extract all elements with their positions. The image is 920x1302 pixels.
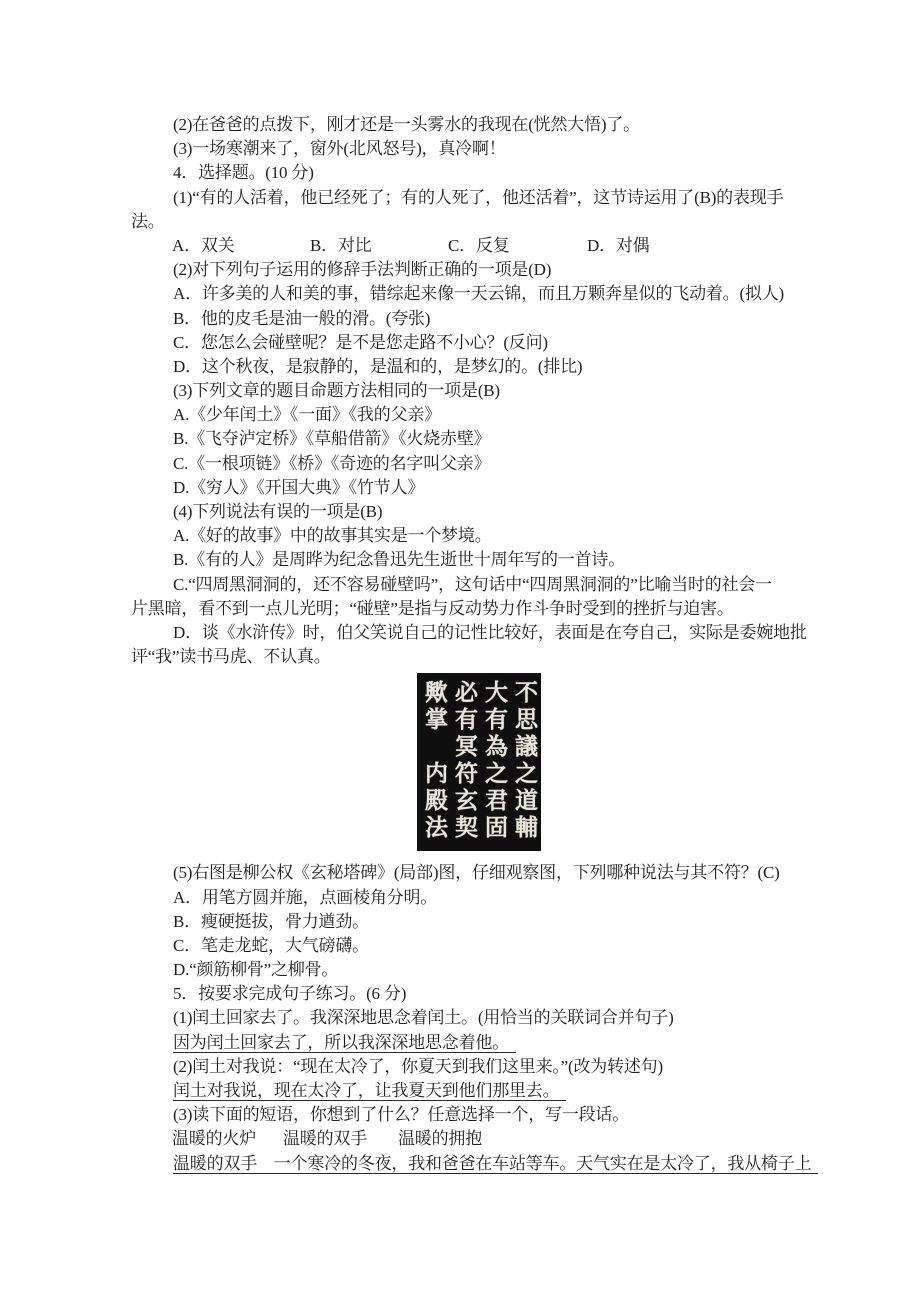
- text-line: [131, 427, 799, 451]
- text-line: [131, 137, 799, 161]
- calligraphy-column: 必有冥符玄契: [452, 680, 477, 843]
- line-text: D．谈《水浒传》时，伯父笑说自己的记性比较好，表面是在夸自己，实际是委婉地批: [173, 622, 807, 642]
- calligraphy-image: [417, 673, 541, 851]
- text-line: [131, 307, 799, 331]
- text-line: [131, 548, 799, 572]
- calligraphy-column: 不思議之道輔: [512, 680, 537, 843]
- text-line: [131, 934, 799, 958]
- text-line: [131, 597, 799, 621]
- phrase-item: 温暖的火炉: [172, 1129, 256, 1149]
- line-text: A.《好的故事》中的故事其实是一个梦境。: [173, 526, 492, 546]
- line-text: C．您怎么会碰壁呢？是不是您走路不小心？(反问): [173, 332, 548, 352]
- text-line: [131, 258, 799, 282]
- calligraphy-column: 大有為之君固: [482, 680, 507, 843]
- line-text: (4)下列说法有误的一项是(B): [173, 502, 383, 521]
- text-line: [131, 1055, 799, 1079]
- answer-text: 因为闰土回家去了，所以我深深地思念着他。: [173, 1033, 516, 1053]
- line-text: 片黑暗，看不到一点儿光明；“碰壁”是指与反动势力作斗争时受到的挫折与迫害。: [131, 598, 734, 618]
- text-line: [131, 982, 799, 1006]
- option-item: D．对偶: [587, 235, 650, 255]
- text-line: [131, 1152, 812, 1176]
- text-line: [131, 1103, 799, 1127]
- line-text: (5)右图是柳公权《玄秘塔碑》(局部)图，仔细观察图，下列哪种说法与其不符？(C): [173, 863, 780, 883]
- line-text: (2)对下列句子运用的修辞手法判断正确的一项是(D): [173, 260, 552, 280]
- text-line: [131, 645, 799, 669]
- text-line: [131, 524, 799, 548]
- text-line: [131, 886, 799, 910]
- answer-text: 温暖的双手 一个寒冷的冬夜，我和爸爸在车站等车。天气实在是太冷了，我从椅子上: [173, 1154, 818, 1174]
- line-text: B．他的皮毛是油一般的滑。(夸张): [173, 308, 431, 328]
- text-line: [131, 379, 799, 403]
- option-item: A．双关: [172, 235, 235, 255]
- text-line: [131, 403, 799, 427]
- line-text: D．这个秋夜，是寂静的，是温和的，是梦幻的。(排比): [173, 356, 583, 376]
- text-line: [131, 1079, 799, 1103]
- line-text: C．笔走龙蛇，大气磅礴。: [173, 935, 369, 955]
- text-flow: [131, 113, 812, 1176]
- line-text: B．瘦硬挺拔，骨力遒劲。: [173, 911, 369, 931]
- text-line: [131, 500, 799, 524]
- line-text: (3)下列文章的题目命题方法相同的一项是(B): [173, 381, 500, 401]
- text-line: [131, 910, 799, 934]
- line-text: (2)闰土对我说：“现在太冷了，你夏天到我们这里来。”(改为转述句): [173, 1056, 663, 1076]
- line-text: (3)读下面的短语，你想到了什么？任意选择一个，写一段话。: [173, 1105, 630, 1125]
- line-text: 评“我”读书马虎、不认真。: [131, 647, 331, 667]
- text-line: [131, 573, 799, 597]
- line-text: (2)在爸爸的点拨下，刚才还是一头雾水的我现在(恍然大悟)了。: [173, 115, 640, 134]
- phrase-item: 温暖的双手: [283, 1129, 367, 1149]
- option-item: C．反复: [448, 235, 510, 255]
- line-text: (1)闰土回家去了。我深深地思念着闰土。(用恰当的关联词合并句子): [173, 1008, 674, 1028]
- line-text: A．许多美的人和美的事，错综起来像一天云锦，而且万颗奔星似的飞动着。(拟人): [173, 284, 784, 304]
- text-line: [131, 476, 799, 500]
- line-text: A.《少年闰土》《一面》《我的父亲》: [173, 405, 441, 425]
- line-text: C.《一根项链》《桥》《奇迹的名字叫父亲》: [173, 453, 491, 473]
- text-line: [131, 331, 799, 355]
- line-text: D.《穷人》《开国大典》《竹节人》: [173, 477, 425, 497]
- text-line: [131, 1127, 799, 1151]
- line-text: B.《有的人》是周晔为纪念鲁迅先生逝世十周年写的一首诗。: [173, 550, 625, 570]
- line-text: D.“颜筋柳骨”之柳骨。: [173, 960, 339, 980]
- line-text: B.《飞夺泸定桥》《草船借箭》《火烧赤壁》: [173, 429, 491, 449]
- text-line: [131, 210, 799, 234]
- calligraphy-column: 歟掌 内殿法: [422, 680, 447, 843]
- text-line: [131, 113, 799, 137]
- line-text: (1)“有的人活着，他已经死了；有的人死了，他还活着”，这节诗运用了(B)的表现手: [173, 187, 784, 207]
- phrase-item: 温暖的拥抱: [398, 1129, 482, 1149]
- line-text: 法。: [131, 211, 165, 231]
- text-line: [131, 282, 799, 306]
- text-line: [131, 161, 799, 185]
- answer-text: 闰土对我说，现在太冷了，让我夏天到他们那里去。: [173, 1081, 566, 1101]
- line-text: C.“四周黑洞洞的，还不容易碰壁吗”，这句话中“四周黑洞洞的”比喻当时的社会一: [173, 574, 772, 594]
- text-line: [131, 621, 807, 645]
- text-line: [131, 234, 799, 258]
- line-text: 5．按要求完成句子练习。(6 分): [173, 984, 407, 1004]
- line-text: 4．选择题。(10 分): [173, 163, 314, 183]
- text-line: [131, 861, 799, 885]
- line-text: (3)一场寒潮来了，窗外(北风怒号)，真冷啊！: [173, 139, 506, 159]
- text-line: [131, 1031, 799, 1055]
- text-line: [131, 958, 799, 982]
- line-text: A．用笔方圆并施，点画棱角分明。: [173, 887, 438, 907]
- text-line: [131, 452, 799, 476]
- text-line: [131, 186, 799, 210]
- text-line: [131, 1006, 799, 1030]
- text-line: [131, 355, 799, 379]
- option-item: B．对比: [310, 235, 372, 255]
